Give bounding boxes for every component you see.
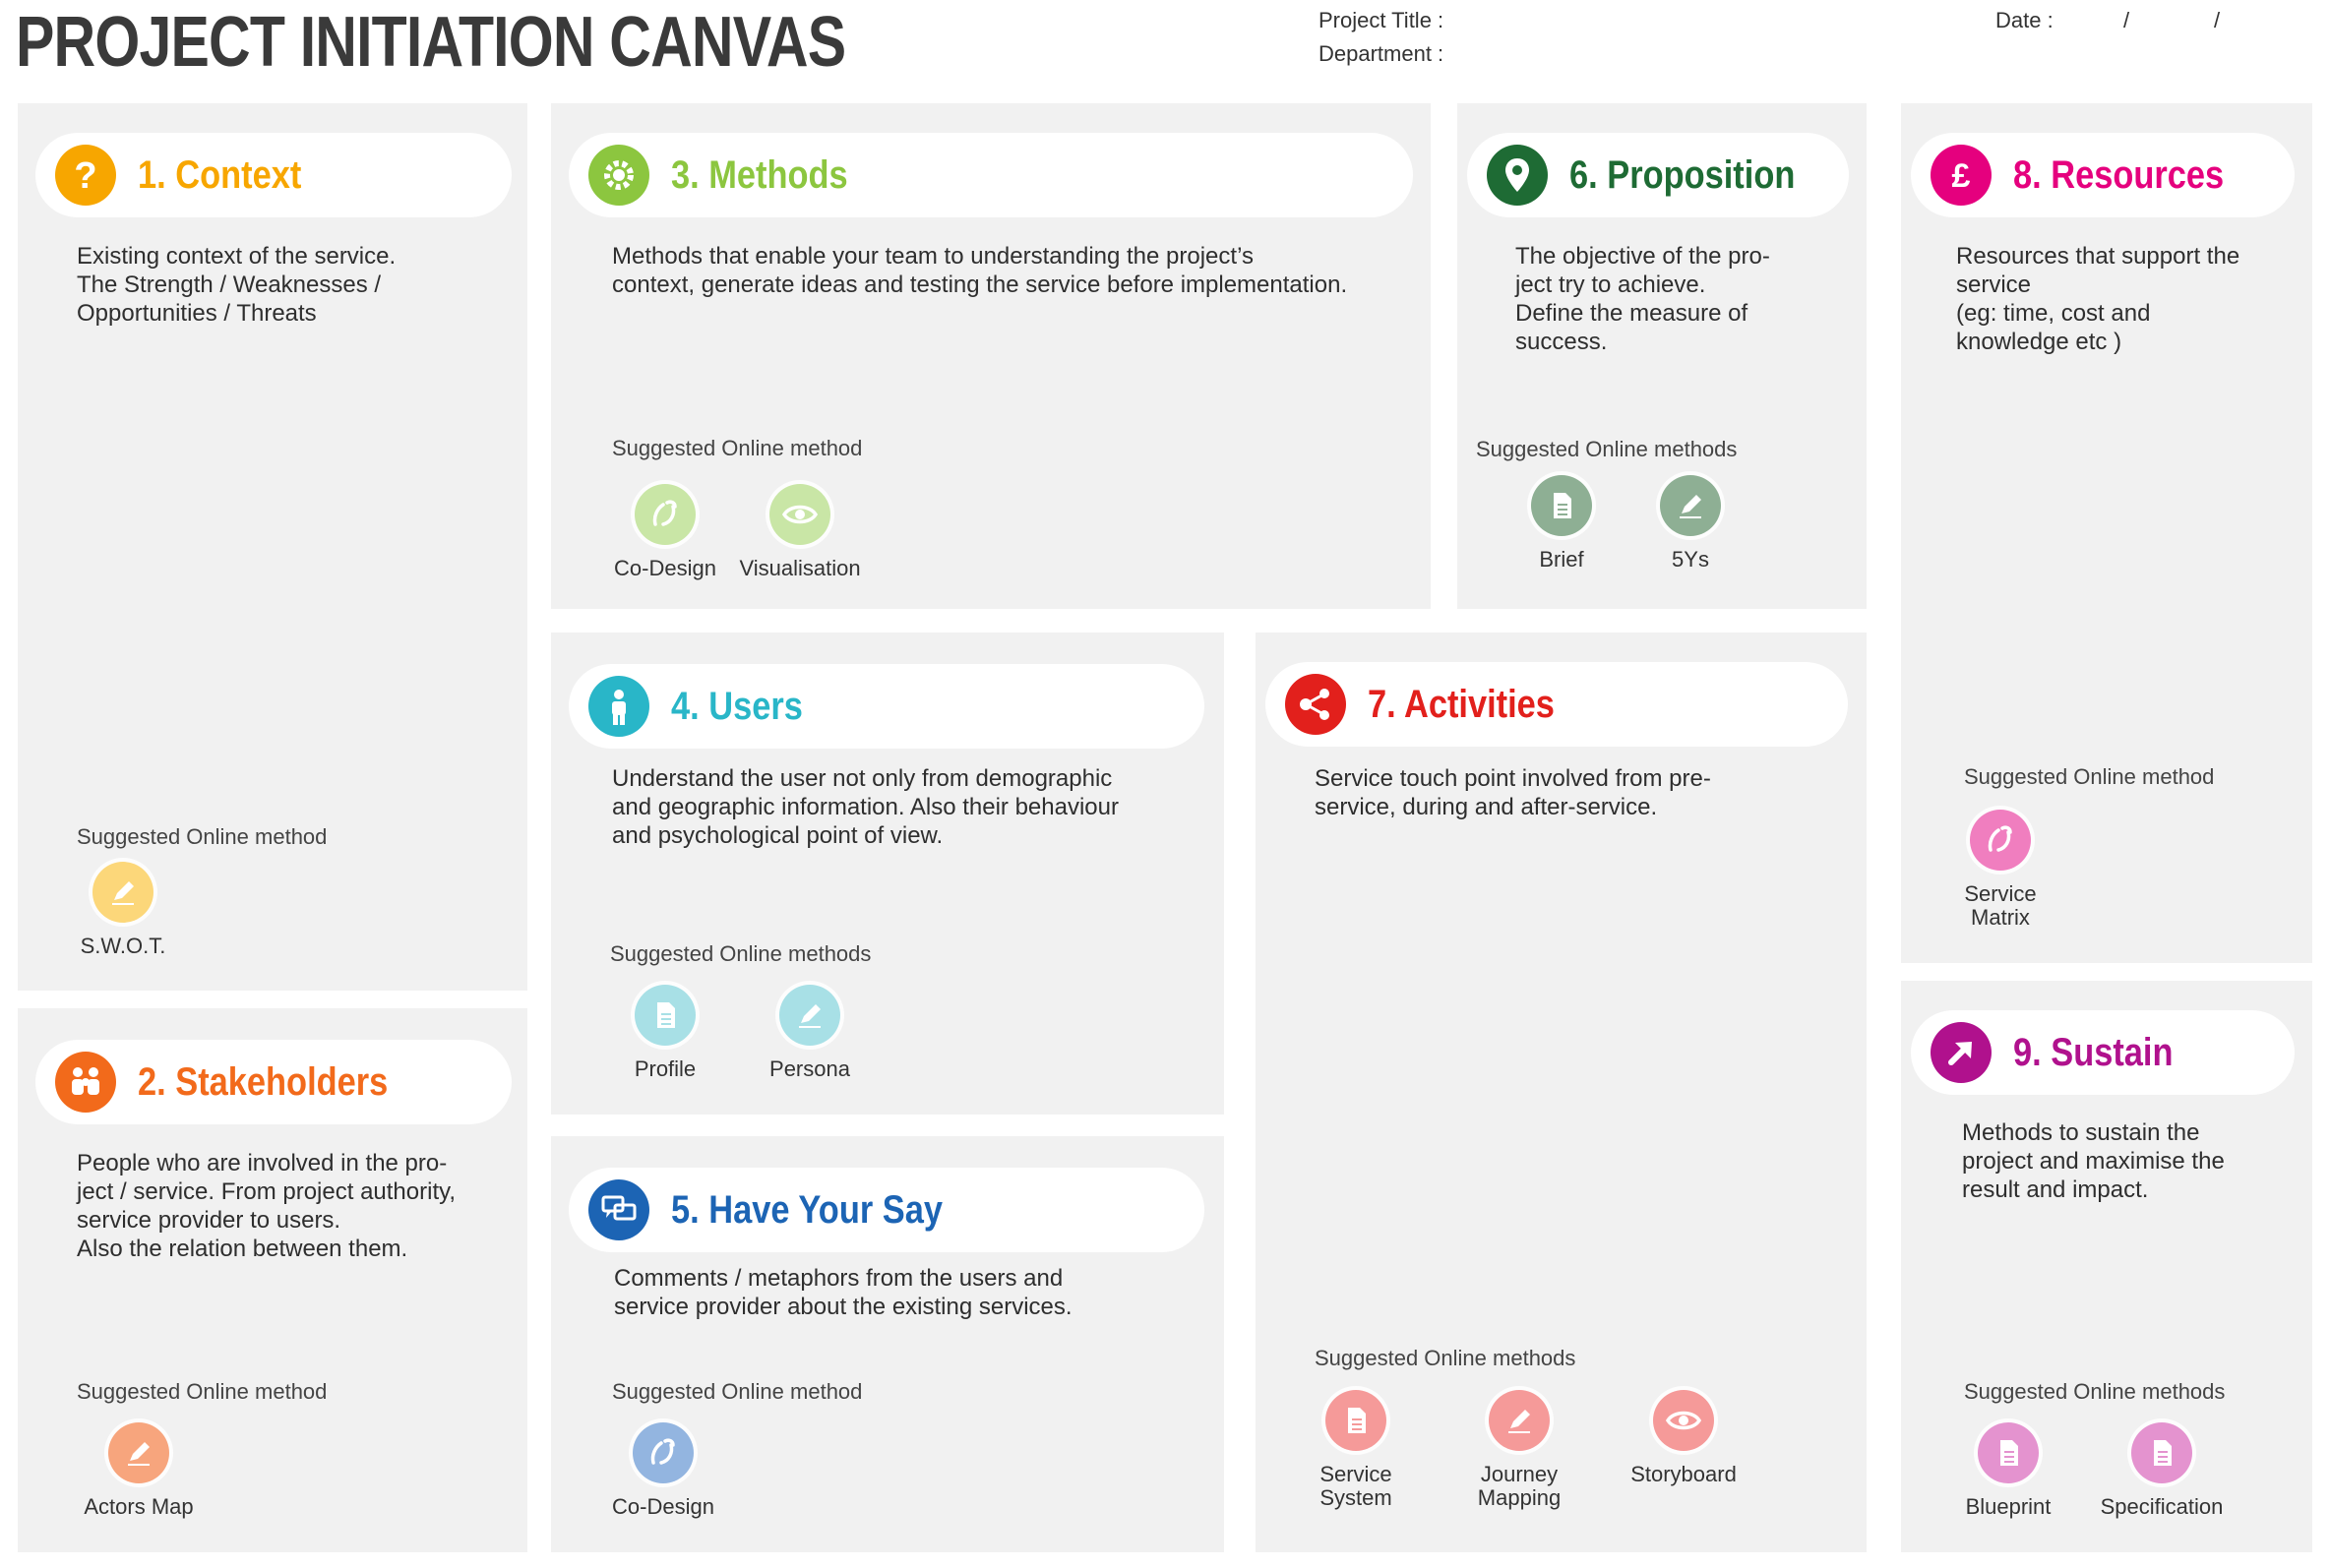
method-profile[interactable]	[591, 985, 739, 1081]
hands-icon	[633, 1422, 694, 1483]
method-label: Service Matrix	[1964, 881, 2037, 930]
context-header	[35, 133, 512, 217]
stakeholders-title: 2. Stakeholders	[138, 1059, 389, 1104]
resources-description: Resources that support the service (eg: time, cost and knowledge etc )	[1956, 243, 2240, 355]
pencil-icon	[1660, 475, 1721, 536]
method-label: Storyboard	[1630, 1462, 1737, 1486]
activities-description: Service touch point involved from pre- service, during and after-service.	[1315, 765, 1711, 820]
activities-suggested-label: Suggested Online methods	[1315, 1346, 1576, 1370]
date-separator: /	[2123, 8, 2130, 32]
date-separator: /	[2214, 8, 2221, 32]
method-label: 5Ys	[1672, 547, 1709, 572]
users-description: Understand the user not only from demographic and geographic information. Also their behaviour and psychological point of view.	[612, 765, 1119, 849]
method-actors-map[interactable]	[65, 1422, 213, 1519]
stakeholders-header	[35, 1040, 512, 1124]
pencil-icon	[108, 1422, 169, 1483]
method-storyboard[interactable]	[1610, 1390, 1757, 1486]
method-label: Visualisation	[739, 556, 861, 580]
method-label: Profile	[634, 1056, 697, 1081]
department-label: Department :	[1318, 41, 1444, 66]
method-visualisation[interactable]	[726, 484, 874, 580]
share-icon	[1285, 674, 1346, 735]
stakeholders-description: People who are involved in the pro- ject / service. From project authority, service provider to users. Also the relation between them.	[77, 1150, 457, 1262]
context-title: 1. Context	[138, 152, 302, 197]
users-header	[569, 664, 1204, 749]
arrow-icon	[1931, 1022, 1992, 1083]
sustain-description: Methods to sustain the project and maximise the result and impact.	[1962, 1119, 2225, 1203]
method-label: Persona	[769, 1056, 850, 1081]
method-co-design[interactable]	[591, 484, 739, 580]
pencil-icon	[1489, 1390, 1550, 1451]
method-label: Journey Mapping	[1477, 1462, 1562, 1510]
method-co-design[interactable]	[589, 1422, 737, 1519]
method-specification[interactable]	[2088, 1422, 2236, 1519]
pencil-icon	[779, 985, 840, 1046]
svg-text:£: £	[1951, 157, 1971, 195]
have-your-say-suggested-label: Suggested Online method	[612, 1379, 863, 1404]
document-icon	[1531, 475, 1592, 536]
stakeholders-suggested-label: Suggested Online method	[77, 1379, 328, 1404]
method-label: Co-Design	[614, 556, 716, 580]
resources-suggested-label: Suggested Online method	[1964, 764, 2215, 789]
eye-icon	[769, 484, 830, 545]
methods-description: Methods that enable your team to understanding the project’s context, generate ideas and testing the service before implementation.	[612, 243, 1348, 298]
method-label: Blueprint	[1965, 1494, 2052, 1519]
project-title-label: Project Title :	[1318, 8, 1444, 32]
have-your-say-title: 5. Have Your Say	[671, 1187, 943, 1232]
method-label: Co-Design	[612, 1494, 714, 1519]
pound-icon	[1931, 145, 1992, 206]
document-icon	[1325, 1390, 1386, 1451]
method-blueprint[interactable]	[1934, 1422, 2082, 1519]
activities-header	[1265, 662, 1848, 747]
proposition-title: 6. Proposition	[1569, 152, 1796, 197]
method-service-system[interactable]	[1282, 1390, 1430, 1510]
sustain-header	[1911, 1010, 2295, 1095]
eye-icon	[1653, 1390, 1714, 1451]
sustain-suggested-label: Suggested Online methods	[1964, 1379, 2226, 1404]
person-icon	[588, 676, 649, 737]
activities-title: 7. Activities	[1368, 682, 1555, 726]
method-label: S.W.O.T.	[80, 934, 166, 958]
proposition-suggested-label: Suggested Online methods	[1476, 437, 1738, 461]
sustain-title: 9. Sustain	[2013, 1030, 2174, 1074]
methods-title: 3. Methods	[671, 152, 848, 197]
methods-suggested-label: Suggested Online method	[612, 436, 863, 460]
people-icon	[55, 1052, 116, 1113]
location-pin-icon	[1487, 145, 1548, 206]
hands-icon	[1970, 810, 2031, 871]
gear-icon	[588, 145, 649, 206]
context-suggested-label: Suggested Online method	[77, 824, 328, 849]
method-label: Specification	[2100, 1494, 2224, 1519]
method-label: Actors Map	[84, 1494, 194, 1519]
proposition-description: The objective of the pro- ject try to achieve. Define the measure of success.	[1515, 243, 1770, 355]
page-title: PROJECT INITIATION CANVAS	[16, 3, 846, 82]
methods-header	[569, 133, 1413, 217]
question-icon	[55, 145, 116, 206]
date-label: Date :	[1995, 8, 2054, 32]
method-swot[interactable]	[49, 862, 197, 958]
chat-icon	[588, 1179, 649, 1240]
hands-icon	[635, 484, 696, 545]
method-journey-mapping[interactable]	[1445, 1390, 1593, 1510]
have-your-say-header	[569, 1168, 1204, 1252]
resources-title: 8. Resources	[2013, 152, 2225, 197]
method-5ys[interactable]	[1617, 475, 1764, 572]
method-label: Brief	[1539, 547, 1584, 572]
context-description: Existing context of the service. The Strength / Weaknesses / Opportunities / Threats	[77, 243, 397, 327]
users-title: 4. Users	[671, 684, 803, 728]
have-your-say-description: Comments / metaphors from the users and service provider about the existing services.	[614, 1265, 1073, 1320]
method-label: Service System	[1319, 1462, 1392, 1510]
context-panel	[18, 103, 527, 991]
method-service-matrix[interactable]	[1927, 810, 2074, 930]
users-suggested-label: Suggested Online methods	[610, 941, 872, 966]
document-icon	[2131, 1422, 2192, 1483]
method-persona[interactable]	[736, 985, 884, 1081]
document-icon	[635, 985, 696, 1046]
proposition-header	[1467, 133, 1849, 217]
svg-text:?: ?	[74, 155, 97, 197]
document-icon	[1978, 1422, 2039, 1483]
resources-header	[1911, 133, 2295, 217]
pencil-icon	[92, 862, 153, 923]
method-brief[interactable]	[1488, 475, 1635, 572]
